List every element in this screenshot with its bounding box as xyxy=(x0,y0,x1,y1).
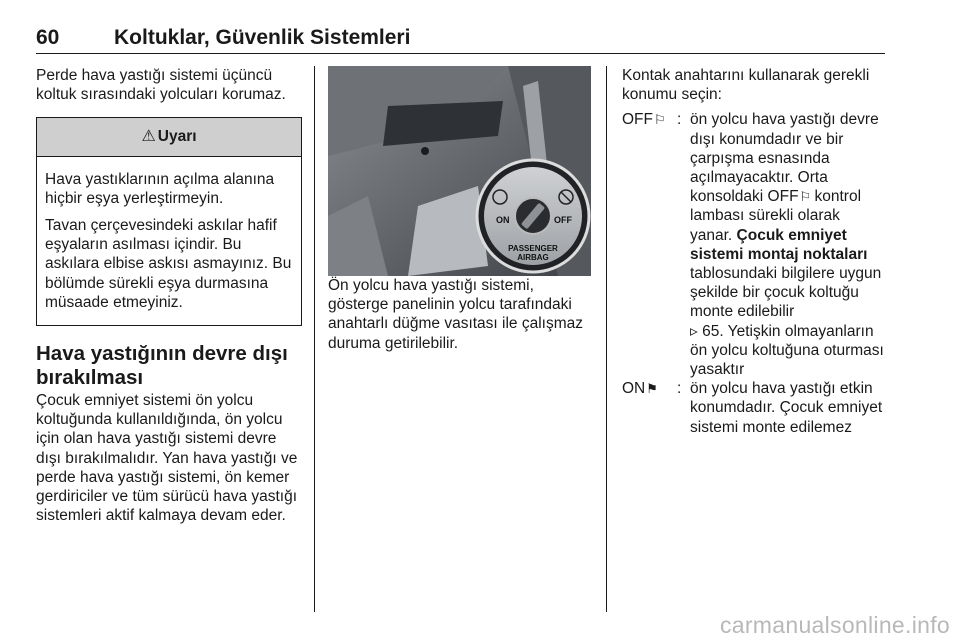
option-key-label: OFF xyxy=(622,111,653,129)
option-desc-text: tablosundaki bilgilere uygun şekilde bir çocuk koltuğu monte edilebilir xyxy=(690,265,882,321)
switch-on-label: ON xyxy=(496,215,510,225)
warning-paragraph: Tavan çerçevesindeki askılar hafif eşyaların asılması içindir. Bu askılara elbise askısı asmayınız. Bu bölümde sürekli eşya durmasına müsaade etmeyiniz. xyxy=(45,217,292,311)
option-description: ön yolcu hava yastığı etkin konumdadır. Çocuk emniyet sistemi monte edilemez xyxy=(690,380,883,436)
column-middle xyxy=(328,66,594,353)
airbag-switch-illustration xyxy=(328,66,591,276)
option-off xyxy=(622,110,886,379)
switch-off-label: OFF xyxy=(554,215,572,225)
option-colon: : xyxy=(677,111,682,129)
option-key xyxy=(622,379,677,437)
watermark: carmanualsonline.info xyxy=(719,612,950,638)
switch-label-line1: PASSENGER xyxy=(508,244,558,253)
warning-box xyxy=(36,117,302,326)
warning-paragraph: Hava yastıklarının açılma alanına hiçbir eşya yerleştirmeyin. xyxy=(45,170,275,207)
options-intro: Kontak anahtarını kullanarak gerekli konumu seçin: xyxy=(622,67,870,104)
airbag-off-icon: ⚐ xyxy=(799,189,811,205)
column-left xyxy=(36,66,302,525)
header-rule xyxy=(36,53,885,54)
page-reference-number[interactable]: 65 xyxy=(702,322,720,340)
intro-paragraph: Perde hava yastığı sistemi üçüncü koltuk sırasındaki yolcuları korumaz. xyxy=(36,67,286,104)
option-on xyxy=(622,379,886,437)
section-heading: Hava yastığının devre dışı bırakılması xyxy=(36,342,288,389)
option-desc-text: . Yetişkin olmayanların ön yolcu koltuğuna oturması yasaktır xyxy=(690,322,884,379)
page-reference-arrow-icon: ▹ xyxy=(690,322,703,340)
photo-caption: Ön yolcu hava yastığı sistemi, gösterge panelinin yolcu tarafındaki anahtarlı düğme vasıtası ile çalışmaz duruma getirilebilir. xyxy=(328,277,584,352)
option-key-label: ON xyxy=(622,380,646,398)
page-header-title: Koltuklar, Güvenlik Sistemleri xyxy=(114,26,411,49)
option-colon: : xyxy=(677,380,682,398)
section-body: Çocuk emniyet sistemi ön yolcu koltuğunda kullanıldığında, ön yolcu için olan hava yastığı sistemi devre dışı bırakılmalıdır. Yan hava yastığı ve perde hava yastığı sistemi, ön kemer gerdiriciler ve tüm sürücü hava yastığı sistemleri aktif kalmaya devam eder. xyxy=(36,392,298,525)
option-desc-text: ön yolcu hava yastığı devre dışı konumdadır ve bir çarpışma esnasında açılmayacaktır. Orta konsoldaki OFF xyxy=(690,111,879,206)
warning-triangle-icon: ⚠ xyxy=(141,128,156,146)
column-right xyxy=(622,66,886,437)
warning-body xyxy=(37,157,301,325)
page-number: 60 xyxy=(36,26,60,49)
airbag-switch-photo xyxy=(328,66,591,276)
option-key xyxy=(622,110,677,379)
option-description xyxy=(690,110,886,379)
warning-title: Uyarı xyxy=(157,128,197,146)
airbag-off-icon: ⚐ xyxy=(654,112,665,128)
cross-reference-link[interactable]: Çocuk emniyet sistemi montaj noktaları xyxy=(690,226,868,263)
column-divider xyxy=(314,66,315,612)
option-desc-text: kontrol lambası sürekli olarak yanar. xyxy=(690,188,862,244)
airbag-on-icon: ⚑ xyxy=(646,381,657,397)
switch-label-line2: AIRBAG xyxy=(517,253,549,262)
column-divider xyxy=(606,66,607,612)
warning-header xyxy=(37,118,301,156)
